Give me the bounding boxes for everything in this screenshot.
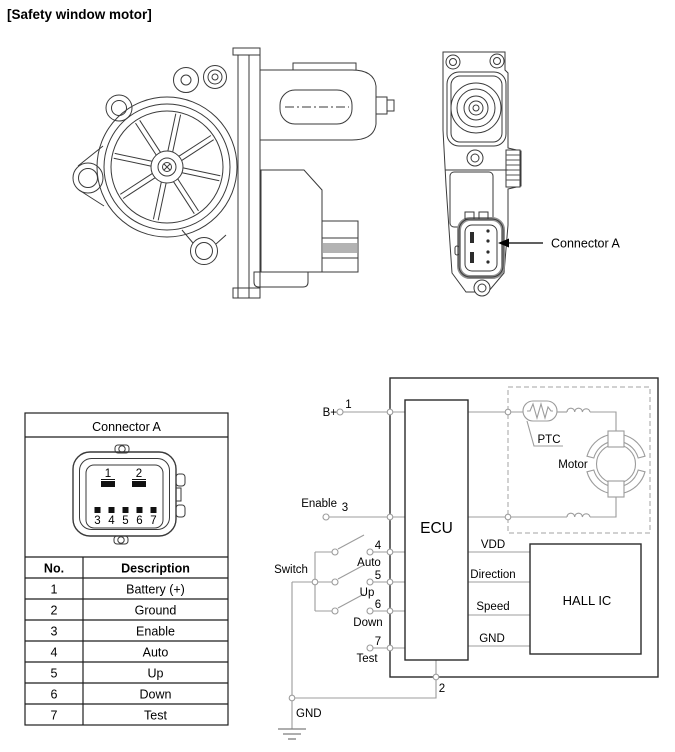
connector-a-socket xyxy=(455,212,503,277)
row-description: Ground xyxy=(134,603,177,618)
connector-face-drawing xyxy=(73,445,185,544)
pin-5-label: 5 xyxy=(122,515,129,527)
pin-4-slot xyxy=(109,507,115,513)
motor-cylinder xyxy=(260,63,394,140)
row-no: 6 xyxy=(50,687,58,702)
pin7-number: 7 xyxy=(374,636,382,648)
pin-7-slot xyxy=(151,507,157,513)
pin-2-slot xyxy=(132,481,146,487)
down-contact xyxy=(367,608,373,614)
table-row xyxy=(51,583,185,597)
b-plus-label: B+ xyxy=(322,407,337,419)
connector-housing-front xyxy=(254,170,358,287)
auto-switch-pivot xyxy=(332,549,338,555)
ecu-label: ECU xyxy=(420,520,453,537)
motor-side-view-drawing xyxy=(443,52,620,296)
table-row xyxy=(51,667,164,681)
pin-table xyxy=(25,557,228,725)
pin1-number: 1 xyxy=(345,399,352,411)
enable-terminal xyxy=(323,514,329,520)
row-no: 1 xyxy=(50,582,58,597)
test-contact xyxy=(367,645,373,651)
connector-a-panel xyxy=(25,413,228,725)
signal-speed: Speed xyxy=(476,601,510,613)
row-no: 4 xyxy=(50,645,58,660)
pin-4-label: 4 xyxy=(108,515,115,527)
page-title: [Safety window motor] xyxy=(7,7,152,22)
row-description: Down xyxy=(139,687,172,702)
pin2-number: 2 xyxy=(438,683,446,695)
worm-gear xyxy=(506,150,520,187)
table-row xyxy=(51,646,169,660)
pin2-junction xyxy=(433,674,439,680)
table-row xyxy=(51,709,168,723)
down-switch-pivot xyxy=(332,608,338,614)
table-header-no: No. xyxy=(43,561,65,576)
table-row xyxy=(51,688,172,702)
pin5-number: 5 xyxy=(374,570,382,582)
signal-gnd: GND xyxy=(479,633,505,645)
table-header-description: Description xyxy=(121,561,190,576)
signal-direction: Direction xyxy=(470,569,516,581)
motor-front-view-drawing xyxy=(73,48,394,298)
panel-title: Connector A xyxy=(92,420,161,434)
auto-label: Auto xyxy=(357,557,381,569)
pin6-number: 6 xyxy=(374,599,382,611)
test-label: Test xyxy=(356,653,378,665)
table-row xyxy=(51,604,177,618)
ptc-label: PTC xyxy=(537,434,561,446)
pin-3-label: 3 xyxy=(94,515,101,527)
pin-7-label: 7 xyxy=(150,515,157,527)
drive-wheel xyxy=(104,104,230,230)
up-label: Up xyxy=(359,587,375,599)
row-description: Test xyxy=(144,708,167,723)
pin-5-slot xyxy=(123,507,129,513)
row-no: 3 xyxy=(50,624,58,639)
down-label: Down xyxy=(353,617,383,629)
shaft-end-rings xyxy=(451,83,501,133)
pin-6-label: 6 xyxy=(136,515,143,527)
motor-label: Motor xyxy=(558,459,588,471)
connector-a-callout-label: Connector A xyxy=(551,236,620,251)
row-description: Enable xyxy=(136,624,175,639)
gnd-label: GND xyxy=(296,708,322,720)
circuit-diagram xyxy=(274,378,658,739)
connector-a-callout xyxy=(498,237,620,251)
pin-6-slot xyxy=(137,507,143,513)
auto-contact xyxy=(367,549,373,555)
gnd-junction xyxy=(289,695,295,701)
signal-vdd: VDD xyxy=(480,539,506,551)
up-switch-pivot xyxy=(332,579,338,585)
row-no: 5 xyxy=(50,666,58,681)
row-no: 2 xyxy=(50,603,58,618)
pin3-number: 3 xyxy=(341,502,349,514)
pin-1-label: 1 xyxy=(104,468,112,480)
pin-3-slot xyxy=(95,507,101,513)
table-row xyxy=(51,625,175,639)
row-description: Battery (+) xyxy=(126,582,185,597)
enable-label: Enable xyxy=(301,498,337,510)
ground-symbol-icon xyxy=(278,729,306,739)
row-description: Auto xyxy=(142,645,169,660)
pin-2-label: 2 xyxy=(135,468,143,480)
row-description: Up xyxy=(147,666,164,681)
pin-1-slot xyxy=(101,481,115,487)
switch-label: Switch xyxy=(274,564,308,576)
motor-shaft xyxy=(387,100,394,111)
pin4-number: 4 xyxy=(374,540,382,552)
b-plus-terminal xyxy=(337,409,343,415)
hall-ic-label: HALL IC xyxy=(562,593,612,608)
row-no: 7 xyxy=(50,708,58,723)
connector-rib xyxy=(323,243,357,253)
up-contact xyxy=(367,579,373,585)
